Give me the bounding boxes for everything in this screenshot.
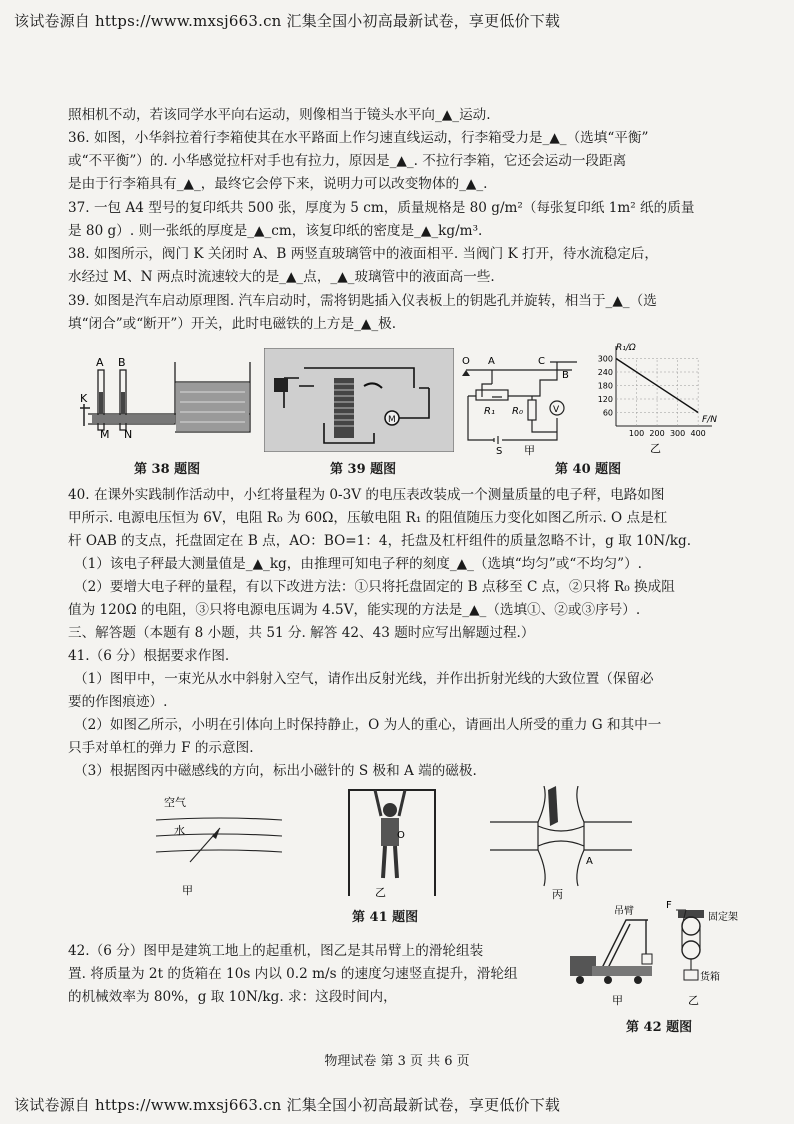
caption-fig40: 第 40 题图	[555, 462, 622, 477]
label-jia: 甲	[524, 444, 535, 456]
label-f: F	[666, 900, 672, 911]
label-frame: 固定架	[708, 912, 738, 923]
label-a: A	[586, 856, 593, 867]
label-o: O	[397, 830, 405, 841]
label-r1: R₁	[484, 406, 495, 417]
label-v: V	[553, 405, 560, 415]
text-line: 41.（6 分）根据要求作图.	[68, 648, 230, 664]
text-line: 置. 将质量为 2t 的货箱在 10s 内以 0.2 m/s 的速度匀速竖直提升，滑轮组	[68, 966, 518, 982]
label-air: 空气	[164, 796, 186, 809]
text-line: （2）要增大电子秤的量程，有以下改进方法：①只将托盘固定的 B 点移至 C 点，②只将 R₀ 换成阻	[74, 579, 675, 595]
text-line: 的机械效率为 80%，g 取 10N/kg. 求：这段时间内，	[68, 989, 397, 1005]
label-jia: 甲	[182, 884, 193, 897]
label-s: S	[496, 446, 503, 456]
x-tick-label: 400	[690, 429, 706, 438]
caption-fig41: 第 41 题图	[352, 910, 419, 925]
text-line: 36. 如图，小华斜拉着行李箱使其在水平路面上作匀速直线运动，行李箱受力是_▲_（选填“平衡”	[68, 130, 649, 146]
text-line: 值为 120Ω 的电阻，③只将电源电压调为 4.5V，能实现的方法是_▲_（选填①、②或③序号）.	[68, 602, 641, 618]
label-r0: R₀	[512, 406, 523, 417]
text-line: （1）图甲中，一束光从水中斜射入空气，请作出反射光线，并作出折射光线的大致位置（保留必	[74, 671, 654, 687]
text-line: （1）该电子秤最大测量值是_▲_kg，由推理可知电子秤的刻度_▲_（选填“均匀”或“不均匀”）.	[74, 556, 642, 572]
label-a: A	[96, 356, 104, 369]
label-b: B	[562, 370, 569, 381]
figure-42-pulley-system	[664, 896, 760, 1012]
label-bing: 丙	[552, 888, 563, 901]
x-tick-label: 100	[628, 429, 645, 438]
label-a: A	[488, 356, 495, 367]
figure-39-car-start-circuit	[264, 348, 454, 452]
text-line: 40. 在课外实践制作活动中，小红将量程为 0-3V 的电压表改装成一个测量质量的电子秤，电路如图	[68, 487, 665, 503]
label-k: K	[80, 392, 88, 405]
text-line: 是由于行李箱具有_▲_，最终它会停下来，说明力可以改变物体的_▲_.	[68, 176, 488, 192]
text-line: 只手对单杠的弹力 F 的示意图.	[68, 740, 254, 756]
caption-fig38: 第 38 题图	[134, 462, 201, 477]
figure-40-resistance-graph	[592, 340, 722, 456]
figure-40-circuit	[462, 352, 592, 456]
figure-41-yi-pullup	[345, 786, 445, 902]
label-o: O	[462, 356, 470, 367]
figure-41-jia-refraction	[150, 790, 290, 900]
text-line: 填“闭合”或“断开”）开关，此时电磁铁的上方是_▲_极.	[68, 316, 397, 332]
label-yi: 乙	[650, 442, 661, 455]
text-line: 是 80 g）. 则一张纸的厚度是_▲_cm，该复印纸的密度是_▲_kg/m³.	[68, 223, 483, 239]
figure-41-bing-magnet-field	[486, 786, 636, 902]
svg-text:M: M	[388, 415, 396, 425]
x-tick-label: 300	[669, 429, 686, 438]
label-n: N	[124, 428, 133, 441]
text-line: 39. 如图是汽车启动原理图. 汽车启动时，需将钥匙插入仪表板上的钥匙孔并旋转，相当于_▲_（选	[68, 293, 657, 309]
watermark-header: 该试卷源自 https://www.mxsj663.cn 汇集全国小初高最新试卷，享更低价下载	[14, 12, 561, 30]
text-line: 照相机不动，若该同学水平向右运动，则像相当于镜头水平向_▲_运动.	[68, 107, 491, 123]
label-m: M	[100, 428, 110, 441]
label-jia: 甲	[612, 994, 623, 1007]
y-tick-label: 180	[597, 381, 613, 391]
page-footer: 物理试卷 第 3 页 共 6 页	[324, 1054, 470, 1069]
text-line: （2）如图乙所示，小明在引体向上时保持静止，O 为人的重心，请画出人所受的重力 G 和其中一	[74, 717, 662, 733]
text-line: 水经过 M、N 两点时流速较大的是_▲_点，_▲_玻璃管中的液面高一些.	[68, 269, 495, 285]
text-line: 杆 OAB 的支点，托盘固定在 B 点，AO：BO=1：4，托盘及杠杆组件的质量忽略不计，g 取 10N/kg.	[68, 533, 692, 549]
y-tick-label: 120	[597, 395, 613, 404]
y-tick-label: 240	[597, 368, 613, 377]
label-c: C	[538, 356, 545, 367]
label-b: B	[118, 356, 126, 369]
caption-fig39: 第 39 题图	[330, 462, 397, 477]
watermark-footer: 该试卷源自 https://www.mxsj663.cn 汇集全国小初高最新试卷，享更低价下载	[14, 1096, 561, 1114]
y-tick-label: 60	[602, 408, 613, 418]
x-tick-label: 200	[649, 429, 665, 438]
text-line: 甲所示. 电源电压恒为 6V，电阻 R₀ 为 60Ω，压敏电阻 R₁ 的阻值随压力变化如图乙所示. O 点是杠	[68, 510, 668, 526]
x-axis-label: F/N	[702, 415, 717, 425]
small-magnet	[548, 786, 558, 826]
label-arm: 吊臂	[614, 906, 634, 917]
text-line: 42.（6 分）图甲是建筑工地上的起重机，图乙是其吊臂上的滑轮组装	[68, 943, 484, 959]
text-line: 38. 如图所示，阀门 K 关闭时 A、B 两竖直玻璃管中的液面相平. 当阀门 K 打开，待水流稳定后，	[68, 246, 658, 262]
y-tick-label: 300	[597, 354, 613, 364]
text-line: 或“不平衡”）的. 小华感觉拉杆对手也有拉力，原因是_▲_. 不拉行李箱，它还会运动一段距离	[68, 153, 627, 169]
figure-38-connected-vessels	[80, 352, 260, 442]
label-box: 货箱	[700, 972, 720, 983]
figure-42-crane	[566, 898, 676, 1012]
text-line: （3）根据图丙中磁感线的方向，标出小磁针的 S 极和 A 端的磁极.	[74, 763, 477, 779]
text-line: 37. 一包 A4 型号的复印纸共 500 张，厚度为 5 cm，质量规格是 80 g/m²（每张复印纸 1m² 纸的质量	[68, 200, 695, 216]
section-heading: 三、解答题（本题有 8 小题，共 51 分. 解答 42、43 题时应写出解题过程.）	[68, 625, 535, 641]
label-yi: 乙	[688, 994, 699, 1007]
caption-fig42: 第 42 题图	[626, 1020, 693, 1035]
text-line: 要的作图痕迹）.	[68, 694, 168, 710]
label-yi: 乙	[375, 886, 386, 899]
y-axis-label: R₁/Ω	[616, 343, 636, 353]
label-water: 水	[174, 824, 185, 837]
